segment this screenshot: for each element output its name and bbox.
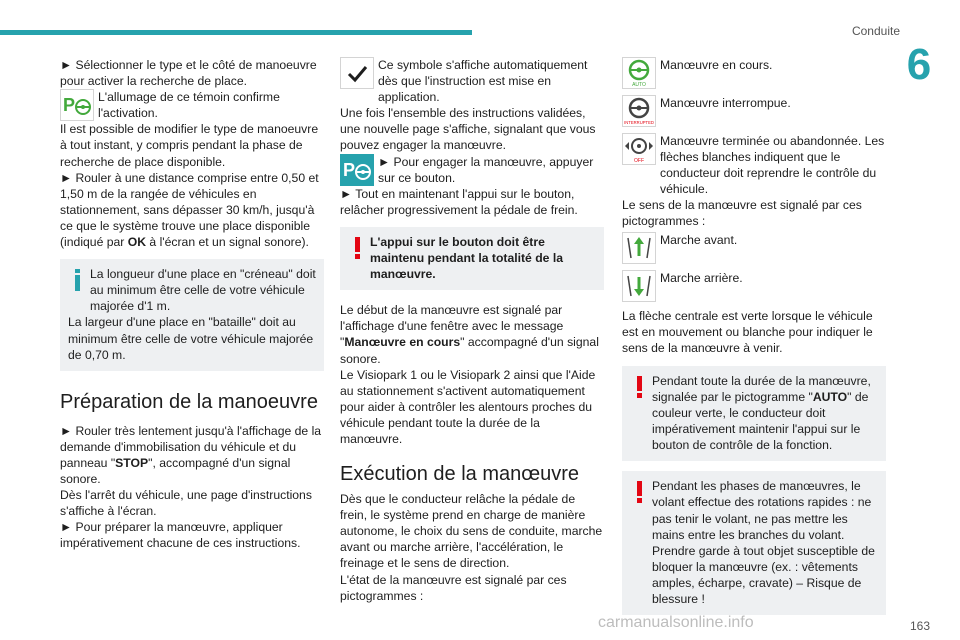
paragraph: Dès que le conducteur relâche la pédale de frein, le système prend en charge de manière autonome, le choix du sens de conduite, marche avant ou marche arrière, l'accélération, le freinage et le sens de direction. [340,492,603,571]
paragraph: Le début de la manœuvre est signalé par l'affichage d'une fenêtre avec le message "Manœuvre en cours" accompagné d'un signal sonore. [340,303,599,366]
auto-bold-label: AUTO [812,389,848,404]
paragraph: Il est possible de modifier le type de manoeuvre à tout instant, y compris pendant la phase de recherche de place disponible. [60,122,319,169]
warning-note [340,227,604,290]
park-assist-lamp-icon [60,89,94,121]
maneuver-message-label: Manœuvre en cours [344,335,461,350]
interrupted-label: INTERRUPTED [624,120,654,125]
warning-text: Pendant toute la durée de la manœuvre, signalée par le pictogramme "AUTO" de couleur verte, le conducteur doit impérativement maintenir l'appui sur le bouton de contrôle de la fonction. [652,373,871,453]
paragraph: ► Rouler à une distance comprise entre 0,50 et 1,50 m de la rangée de véhicules en stationnement, sans dépasser 30 km/h, jusqu'à ce que le système trouve une place disponible (indiqué par OK à l'écran et un signal sonore). [60,170,319,250]
park-assist-button-icon [340,154,374,186]
paragraph: Le Visiopark 1 ou le Visiopark 2 ainsi que l'Aide au stationnement s'activent automatiquement pour aider à contrôler les alentours proches du véhicule pendant toute la durée de la manœuvre. [340,367,596,446]
note-text: La largeur d'une place en "bataille" doit au minimum être celle de votre véhicule majorée de 0,70 m. [68,315,314,362]
paragraph: ► Pour préparer la manœuvre, appliquer impérativement chacune de ces instructions. [60,520,301,551]
header-accent-bar [0,30,472,35]
section-heading: Exécution de la manœuvre [340,463,580,486]
watermark: carmanualsonline.info [598,614,754,631]
warning-icon [354,237,362,263]
warning-note [622,366,886,461]
forward-arrow-icon [622,232,656,264]
paragraph: Le sens de la manœuvre est signalé par ces pictogrammes : [622,198,862,229]
status-interrupted-row [622,95,886,127]
chapter-number: 6 [906,40,932,89]
reverse-text: Marche arrière. [660,270,743,285]
steering-wheel-off-icon [622,133,656,165]
paragraph: ► Tout en maintenant l'appui sur le bouton, relâcher progressivement la pédale de frein. [340,186,578,217]
status-auto-row [622,57,886,89]
page-number: 163 [909,619,930,633]
svg-text:P: P [343,159,356,180]
warning-icon [636,376,644,402]
paragraph: ► Sélectionner le type et le côté de manoeuvre pour activer la recherche de place. [60,58,317,89]
auto-label: AUTO [632,82,646,88]
column-2 [340,57,604,604]
ok-label: OK [127,235,147,250]
park-button-text: ► Pour engager la manœuvre, appuyer sur ce bouton. [378,154,594,185]
warning-icon [636,481,644,507]
status-auto-text: Manœuvre en cours. [660,58,773,72]
check-mark-icon [340,57,374,89]
warning-text: Pendant les phases de manœuvres, le volant effectue des rotations rapides : ne pas tenir le volant, ne pas mettre les mains entre les branches du volant. Prendre garde à tout objet susceptible de bloquer la manœuvre (ex. : vêtements amples, écharpe, cravate) – Risque de blessure ! [652,479,875,606]
info-icon [74,269,82,295]
reverse-arrow-icon [622,270,656,302]
paragraph: Une fois l'ensemble des instructions validées, une nouvelle page s'affiche, signalant que vous pouvez engager la manœuvre. [340,106,596,153]
paragraph: La flèche centrale est verte lorsque le véhicule est en mouvement ou blanche pour indiquer le sens de la manœuvre à venir. [622,308,873,355]
reverse-row [622,270,886,302]
forward-text: Marche avant. [660,232,738,247]
svg-text:P: P [63,95,76,116]
warning-text: L'appui sur le bouton doit être maintenu pendant la totalité de la manœuvre. [370,234,563,282]
off-label: OFF [634,158,644,164]
check-symbol-row [340,57,604,105]
status-interrupted-text: Manœuvre interrompue. [660,96,791,110]
paragraph: L'état de la manœuvre est signalé par ces pictogrammes : [340,572,567,603]
forward-row [622,232,886,264]
steering-wheel-interrupted-icon [622,95,656,127]
status-off-row [622,133,886,197]
park-lamp-row [60,89,324,121]
status-off-text: Manœuvre terminée ou abandonnée. Les flèches blanches indiquent que le conducteur doit reprendre le contrôle du véhicule. [660,134,885,197]
section-title: Conduite [851,24,900,38]
park-lamp-text: L'allumage de ce témoin confirme l'activation. [98,90,280,121]
check-symbol-text: Ce symbole s'affiche automatiquement dès que l'instruction est mise en application. [378,58,588,105]
info-note [60,259,324,371]
section-heading: Préparation de la manoeuvre [60,390,318,413]
stop-label: STOP [115,455,149,470]
note-text: La longueur d'une place en "créneau" doit au minimum être celle de votre véhicule majorée d'1 m. [90,267,316,314]
paragraph: Dès l'arrêt du véhicule, une page d'instructions s'affiche à l'écran. [60,488,312,519]
warning-note [622,471,886,615]
column-1 [60,57,324,551]
park-button-row [340,154,604,186]
paragraph: ► Rouler très lentement jusqu'à l'affichage de la demande d'immobilisation du véhicule et du panneau "STOP", accompagné d'un signal sonore. [60,423,322,486]
column-3 [622,57,886,615]
steering-wheel-auto-icon [622,57,656,89]
